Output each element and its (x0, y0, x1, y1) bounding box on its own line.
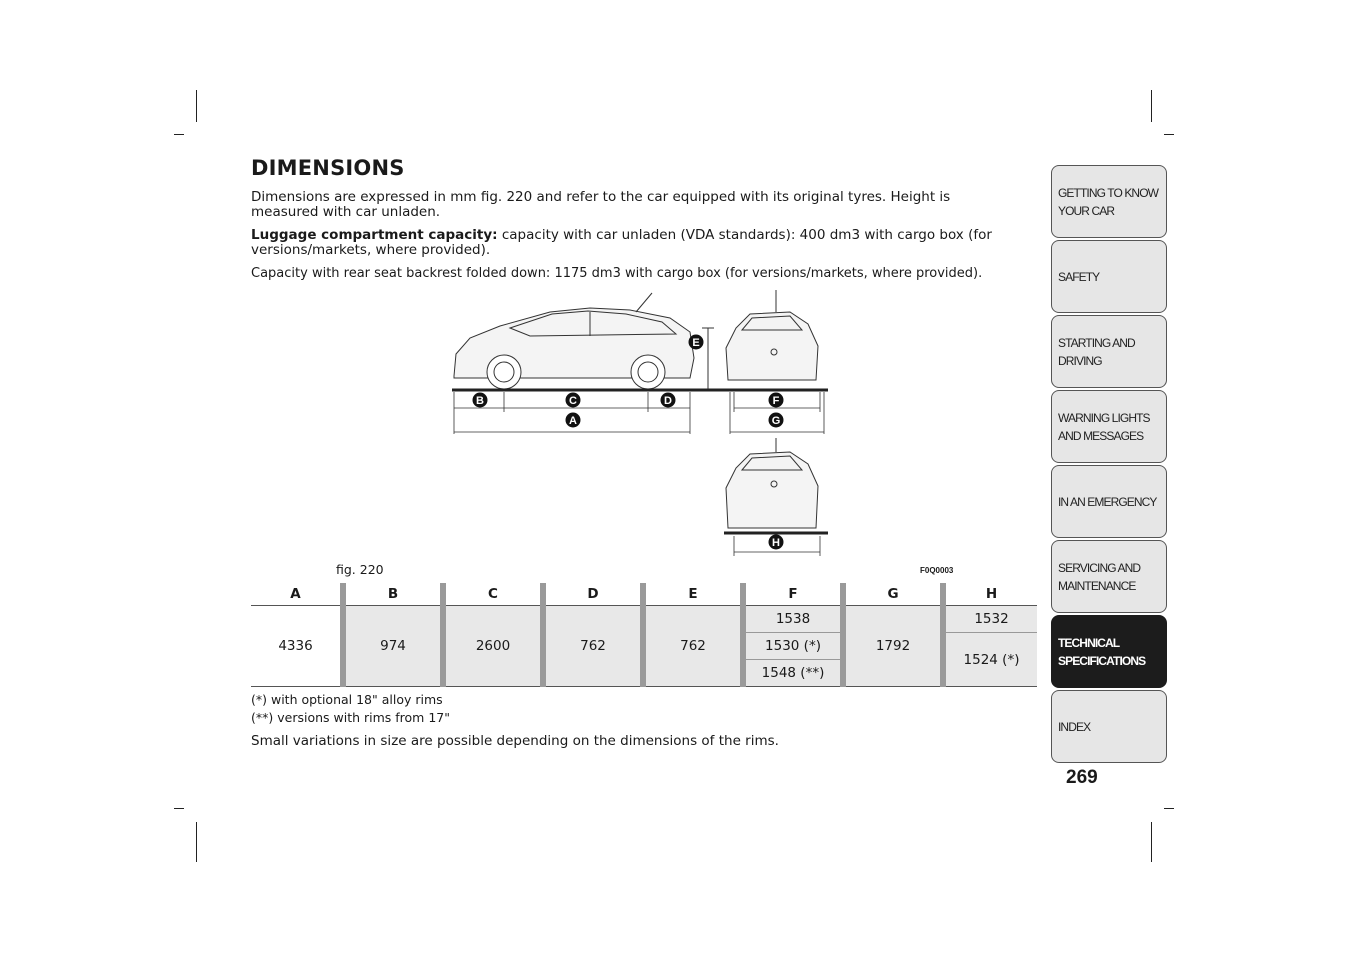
crop-mark (1164, 134, 1174, 135)
luggage-text: capacity with car unladen (VDA standards): 400 dm3 with cargo box (for versions/markets, where provided). (251, 227, 992, 258)
label-a (566, 413, 581, 428)
crop-mark (196, 822, 197, 862)
label-g (769, 413, 784, 428)
svg-text:G: G (771, 415, 781, 427)
table-header-row (251, 583, 1037, 606)
tab-starting-driving[interactable] (1051, 315, 1167, 388)
footnote-2: (**) versions with rims from 17" (251, 710, 450, 725)
tab-label: INDEX (1058, 719, 1091, 734)
label-d (661, 393, 676, 408)
table-row (251, 606, 1037, 633)
svg-text:E: E (692, 337, 700, 349)
cell-h-2: 1524 (*) (943, 633, 1037, 687)
header-g: G (843, 583, 943, 606)
crop-mark (1164, 808, 1174, 809)
cell-b: 974 (343, 606, 443, 687)
svg-text:H: H (772, 537, 780, 549)
crop-mark (174, 134, 184, 135)
cell-f-3: 1548 (**) (743, 660, 843, 687)
cell-g: 1792 (843, 606, 943, 687)
tab-index[interactable] (1051, 690, 1167, 763)
tab-label: IN AN EMERGENCY (1058, 494, 1157, 509)
page-title: DIMENSIONS (251, 156, 405, 180)
cell-d: 762 (543, 606, 643, 687)
tab-safety[interactable] (1051, 240, 1167, 313)
tab-label: TECHNICAL SPECIFICATIONS (1058, 635, 1146, 668)
cell-f-1: 1538 (743, 606, 843, 633)
svg-text:C: C (569, 395, 577, 407)
page-number: 269 (1066, 767, 1098, 788)
luggage-paragraph (251, 228, 1041, 258)
svg-text:B: B (476, 395, 484, 407)
crop-mark (1151, 90, 1152, 122)
luggage-label: Luggage compartment capacity: (251, 227, 498, 243)
label-f (769, 393, 784, 408)
tab-label: SAFETY (1058, 269, 1100, 284)
label-h (769, 535, 784, 550)
cell-f-2: 1530 (*) (743, 633, 843, 660)
tab-getting-to-know[interactable] (1051, 165, 1167, 238)
tab-emergency[interactable] (1051, 465, 1167, 538)
header-a: A (251, 583, 343, 606)
cell-a: 4336 (251, 606, 343, 687)
svg-text:D: D (664, 395, 672, 407)
label-b (473, 393, 488, 408)
header-c: C (443, 583, 543, 606)
tab-label: SERVICING AND MAINTENANCE (1058, 560, 1141, 593)
dimensions-figure (440, 288, 840, 558)
label-c (566, 393, 581, 408)
car-rear-view (726, 452, 818, 528)
figure-code: F0Q0003 (920, 566, 954, 575)
tab-label: STARTING AND DRIVING (1058, 335, 1135, 368)
header-b: B (343, 583, 443, 606)
tab-technical-specifications[interactable] (1051, 615, 1167, 688)
label-e (689, 335, 704, 350)
tab-warning-lights[interactable] (1051, 390, 1167, 463)
car-front-view (726, 312, 818, 380)
crop-mark (196, 90, 197, 122)
tab-servicing[interactable] (1051, 540, 1167, 613)
dimensions-table (251, 583, 1037, 687)
intro-paragraph: Dimensions are expressed in mm fig. 220 and refer to the car equipped with its original tyres. Height is measured with car unladen. (251, 189, 951, 220)
svg-text:A: A (569, 415, 577, 427)
cell-c: 2600 (443, 606, 543, 687)
cell-h-1: 1532 (943, 606, 1037, 633)
footnote-1: (*) with optional 18" alloy rims (251, 692, 443, 707)
header-e: E (643, 583, 743, 606)
figure-caption: fig. 220 (336, 562, 384, 577)
cell-e: 762 (643, 606, 743, 687)
header-h: H (943, 583, 1037, 606)
rims-note: Small variations in size are possible depending on the dimensions of the rims. (251, 733, 779, 749)
tab-label: WARNING LIGHTS AND MESSAGES (1058, 410, 1150, 443)
header-f: F (743, 583, 843, 606)
svg-text:F: F (772, 395, 780, 407)
crop-mark (1151, 822, 1152, 862)
folded-paragraph: Capacity with rear seat backrest folded down: 1175 dm3 with cargo box (for versions/markets, where provided). (251, 266, 983, 281)
header-d: D (543, 583, 643, 606)
crop-mark (174, 808, 184, 809)
tab-label: GETTING TO KNOW YOUR CAR (1058, 185, 1159, 218)
